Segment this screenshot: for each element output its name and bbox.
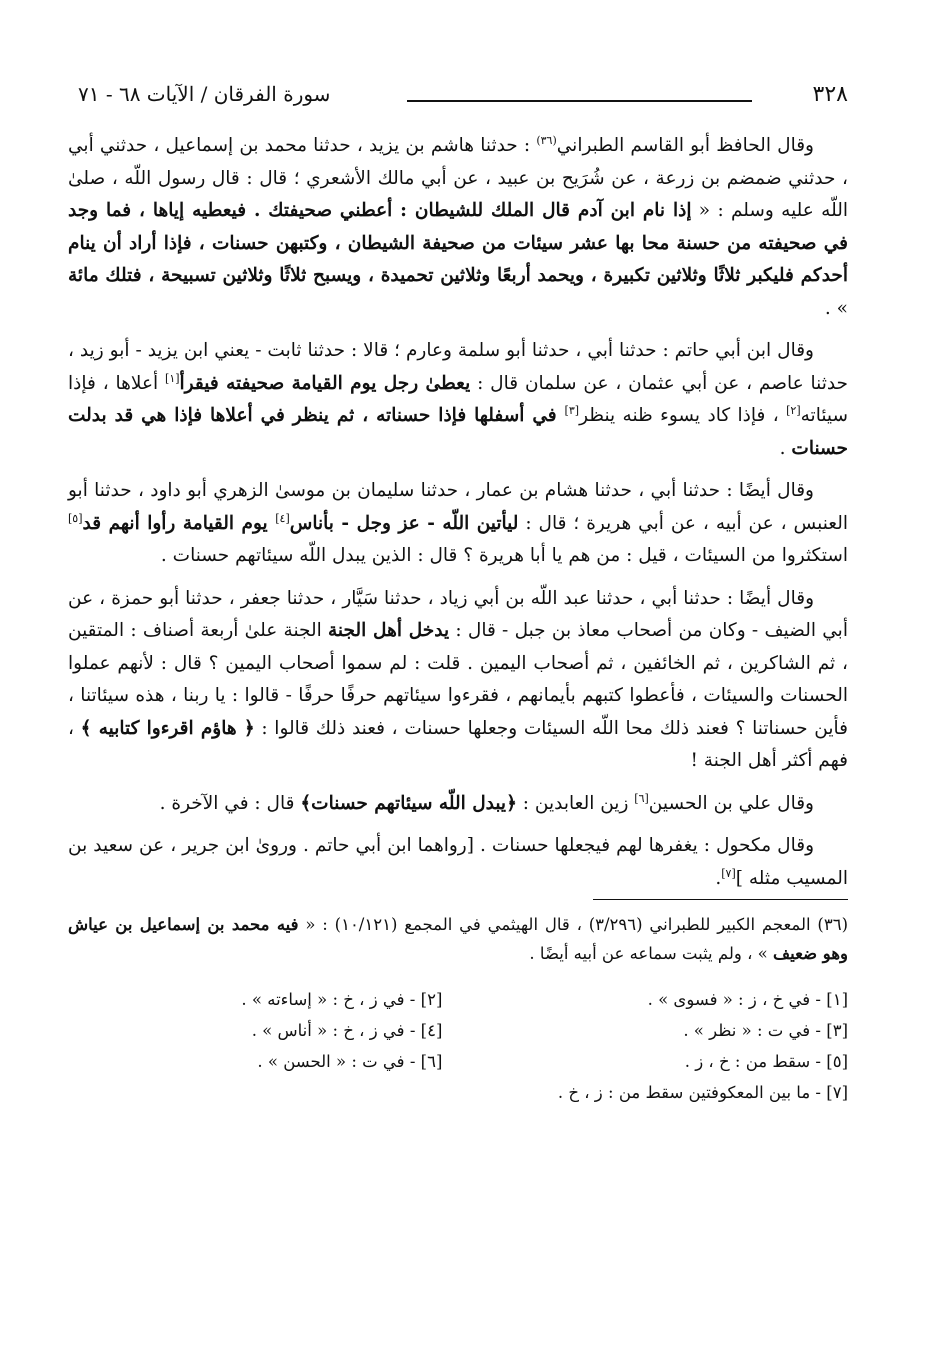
paragraph-1: وقال الحافظ أبو القاسم الطبراني$^{(٣٦)}$ : حدثنا هاشم بن يزيد ، حدثنا محمد بن إسماعيل ، حدثني أبي ، حدثني ضمضم بن زرعة ، عن شُرَيح بن عبيد ، عن أبي مالك الأشعري ؛ قال : قال رسول اللّه ، صلىٰ اللّه عليه وسلم : « إذا نام ابن آدم قال الملك للشيطان : أعطني صحيفتك . فيعطيه إياها ، فما وجد في صحيفته من حسنة محا بها عشر سيئات من صحيفة الشيطان ، وكتبهن حسنات ، فإذا أراد أن ينام أحدكم فليكبر ثلاثًا وثلاثين تكبيرة ، ويحمد أربعًا وثلاثين تحميدة ، ويسبح ثلاثًا وثلاثين تسبيحة ، فتلك مائة » . (68, 133, 848, 319)
footnote-rule (593, 899, 848, 900)
variant-note: [٣] - في ت : « نظر » . (683, 1021, 848, 1040)
variant-note: [٥] - سقط من : خ ، ز . (684, 1052, 848, 1071)
paragraph-2: وقال ابن أبي حاتم : حدثنا أبي ، حدثنا أبو سلمة وعارم ؛ قالا : حدثنا ثابت - يعني ابن يزيد - أبو زيد ، حدثنا عاصم ، عن أبي عثمان ، عن سلمان قال : يعطىٰ رجل يوم القيامة صحيفته فيقرأ[١] أعلاها ، فإذا سيئاته[٢] ، فإذا كاد يسوء ظنه ينظر[٣] في أسفلها فإذا حسناته ، ثم ينظر في أعلاها فإذا هي قد بدلت حسنات . (68, 340, 848, 459)
variant-row (68, 1077, 848, 1108)
variant-note: [٢] - في ز ، خ : « إساءته » . (241, 990, 443, 1009)
page-header (68, 82, 848, 118)
main-text (68, 130, 848, 895)
variant-notes (68, 984, 848, 1108)
book-page (68, 82, 848, 1262)
paragraph-5: وقال علي بن الحسين[٦] زين العابدين : ﴿يبدل اللّه سيئاتهم حسنات﴾ قال : في الآخرة . (159, 791, 814, 814)
variant-note: [٤] - في ز ، خ : « أناس » . (251, 1021, 443, 1040)
variant-row (68, 1015, 848, 1046)
variant-note: [١] - في خ ، ز : « فسوى » . (647, 990, 848, 1009)
paragraph-4: وقال أيضًا : حدثنا أبي ، حدثنا عبد اللّه بن أبي زياد ، حدثنا سَيَّار ، حدثنا جعفر ، حدثنا أبو حمزة ، عن أبي الضيف - وكان من أصحاب معاذ بن جبل - قال : يدخل أهل الجنة الجنة علىٰ أربعة أصناف : المتقين ، ثم الشاكرين ، ثم الخائفين ، ثم أصحاب اليمين . قلت : لم سموا أصحاب اليمين ؟ قال : لأنهم عملوا الحسنات والسيئات ، فأعطوا كتبهم بأيمانهم ، فقرءوا سيئاتهم حرفًا حرفًا - قالوا : يا ربنا ، هذه سيئاتنا ، فأين حسناتنا ؟ فعند ذلك محا اللّه السيئات وجعلها حسنات ، فعند ذلك قالوا : ﴿ هاؤم اقرءوا كتابيه ﴾ ، فهم أكثر أهل الجنة ! (68, 587, 848, 771)
variant-note: [٧] - ما بين المعكوفتين سقط من : ز ، خ . (557, 1083, 848, 1102)
footnote-36: (٣٦) المعجم الكبير للطبراني (٣/٢٩٦) ، قال الهيثمي في المجمع (١٠/١٢١) : « فيه محمد بن إسماعيل بن عياش وهو ضعيف » ، ولم يثبت سماعه عن أبيه أيضًا . (68, 915, 849, 963)
variant-note: [٦] - في ت : « الحسن » . (257, 1052, 443, 1071)
paragraph-6: وقال مكحول : يغفرها لهم فيجعلها حسنات . [رواهما ابن أبي حاتم . وروىٰ ابن جرير ، عن سعيد بن المسيب مثله ][٧]. (68, 835, 848, 889)
paragraph-3: وقال أيضًا : حدثنا أبي ، حدثنا هشام بن عمار ، حدثنا سليمان بن موسىٰ الزهري أبو داود ، حدثنا أبو العنبس ، عن أبيه ، عن أبي هريرة ؛ قال : ليأتين اللّه - عز وجل - بأناس[٤] يوم القيامة رأوا أنهم قد[٥] استكثروا من السيئات ، قيل : من هم يا أبا هريرة ؟ قال : الذين يبدل اللّه سيئاتهم حسنات . (68, 480, 848, 566)
page-number: ٣٢٨ (812, 82, 848, 107)
variant-row (68, 984, 848, 1015)
variant-row (68, 1046, 848, 1077)
header-rule (407, 100, 752, 102)
running-title: سورة الفرقان / الآيات ٦٨ - ٧١ (78, 82, 331, 106)
